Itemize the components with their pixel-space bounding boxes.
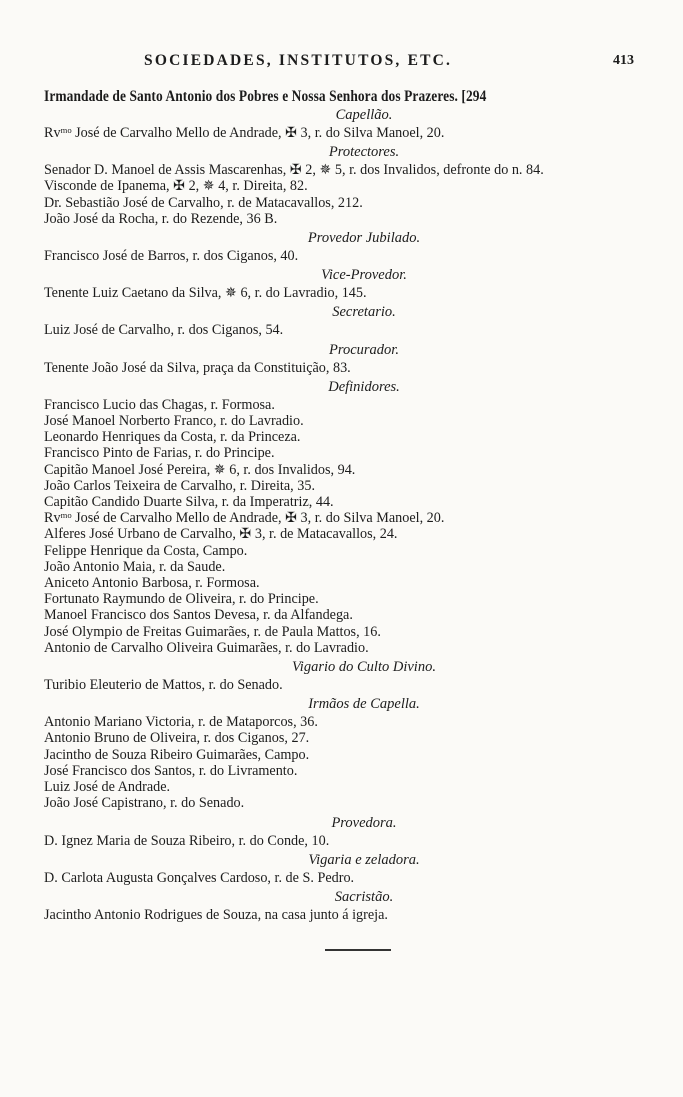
roster-entry: Francisco Lucio das Chagas, r. Formosa.: [44, 396, 275, 413]
roster-entry: Luiz José de Carvalho, r. dos Ciganos, 54.: [44, 322, 284, 339]
roster-entry: Francisco José de Barros, r. dos Ciganos, 40.: [44, 248, 299, 265]
roster-entry: Rvᵐᵒ José de Carvalho Mello de Andrade, ✠ 3, r. do Silva Manoel, 20.: [44, 125, 445, 141]
roster-entry: João José da Rocha, r. do Rezende, 36 B.: [44, 210, 278, 227]
roster-entry: Aniceto Antonio Barbosa, r. Formosa.: [44, 575, 260, 592]
running-head: [44, 50, 644, 74]
page-number: 413: [613, 53, 634, 68]
group-heading: Vice-Provedor.: [321, 267, 407, 284]
group-heading: Provedor Jubilado.: [307, 230, 421, 247]
group-heading: Procurador.: [329, 341, 399, 358]
roster-group: [44, 106, 644, 141]
roster-entry: Turibio Eleuterio de Mattos, r. do Senado.: [44, 677, 283, 694]
group-heading: Protectores.: [328, 144, 400, 161]
section-title: [44, 88, 548, 106]
group-heading: Irmãos de Capella.: [308, 696, 420, 713]
group-heading: Definidores.: [328, 378, 400, 395]
roster-entry: João Carlos Teixeira de Carvalho, r. Direita, 35.: [44, 477, 315, 494]
roster-group: [44, 658, 644, 693]
roster-entry: D. Ignez Maria de Souza Ribeiro, r. do Conde, 10.: [44, 832, 330, 849]
roster-entry: Antonio de Carvalho Oliveira Guimarães, r. do Lavradio.: [44, 639, 369, 656]
roster-group: [44, 888, 644, 923]
roster-entry: Capitão Manoel José Pereira, ✵ 6, r. dos Invalidos, 94.: [44, 461, 356, 478]
roster-group: [44, 695, 644, 811]
roster-entry: Senador D. Manoel de Assis Mascarenhas, ✠ 2, ✵ 5, r. dos Invalidos, defronte do n. 84.: [44, 162, 544, 179]
running-title: SOCIEDADES, INSTITUTOS, ETC.: [144, 52, 453, 69]
roster-entry: Jacintho de Souza Ribeiro Guimarães, Campo.: [44, 746, 310, 763]
group-heading: Capellão.: [335, 107, 393, 123]
section-number: [294: [461, 88, 487, 105]
section-title-text: Irmandade de Santo Antonio dos Pobres e Nossa Senhora dos Prazeres.: [44, 88, 458, 105]
group-heading: Sacristão.: [334, 888, 394, 905]
roster-entry: Felippe Henrique da Costa, Campo.: [44, 542, 248, 559]
roster-entry: João José Capistrano, r. do Senado.: [44, 795, 245, 812]
roster: [44, 106, 644, 923]
roster-entry: Antonio Mariano Victoria, r. de Mataporcos, 36.: [44, 714, 318, 731]
roster-group: [44, 814, 644, 849]
roster-entry: Dr. Sebastião José de Carvalho, r. de Matacavallos, 212.: [44, 194, 363, 211]
document-page: [44, 50, 644, 951]
roster-entry: Fortunato Raymundo de Oliveira, r. do Principe.: [44, 591, 319, 608]
roster-entry: José Olympio de Freitas Guimarães, r. de Paula Mattos, 16.: [44, 623, 381, 640]
roster-entry: Leonardo Henriques da Costa, r. da Princeza.: [44, 429, 301, 446]
closing-rule: [325, 949, 391, 951]
roster-group: [44, 229, 644, 264]
roster-entry: Antonio Bruno de Oliveira, r. dos Ciganos, 27.: [44, 730, 310, 747]
roster-group: [44, 143, 644, 227]
group-heading: Secretario.: [332, 304, 396, 321]
roster-entry: Tenente Luiz Caetano da Silva, ✵ 6, r. do Lavradio, 145.: [44, 285, 367, 302]
roster-entry: Luiz José de Andrade.: [44, 779, 171, 796]
roster-entry: João Antonio Maia, r. da Saude.: [44, 558, 226, 575]
roster-entry: Jacintho Antonio Rodrigues de Souza, na casa junto á igreja.: [44, 906, 388, 923]
roster-entry: Visconde de Ipanema, ✠ 2, ✵ 4, r. Direita, 82.: [44, 178, 308, 195]
roster-group: [44, 378, 644, 656]
group-heading: Vigario do Culto Divino.: [292, 659, 436, 676]
roster-entry: Francisco Pinto de Farias, r. do Principe.: [44, 445, 275, 462]
roster-group: [44, 341, 644, 376]
roster-group: [44, 303, 644, 338]
roster-entry: D. Carlota Augusta Gonçalves Cardoso, r. de S. Pedro.: [44, 869, 355, 886]
roster-group: [44, 851, 644, 886]
group-heading: Vigaria e zeladora.: [308, 851, 420, 868]
roster-entry: José Manoel Norberto Franco, r. do Lavradio.: [44, 413, 304, 430]
group-heading: Provedora.: [331, 814, 397, 831]
roster-entry: Rvᵐᵒ José de Carvalho Mello de Andrade, ✠ 3, r. do Silva Manoel, 20.: [44, 510, 445, 527]
roster-entry: Tenente João José da Silva, praça da Constituição, 83.: [44, 359, 351, 376]
roster-entry: Alferes José Urbano de Carvalho, ✠ 3, r. de Matacavallos, 24.: [44, 526, 398, 543]
roster-group: [44, 266, 644, 301]
roster-entry: José Francisco dos Santos, r. do Livramento.: [44, 762, 298, 779]
roster-entry: Manoel Francisco dos Santos Devesa, r. da Alfandega.: [44, 607, 353, 624]
roster-entry: Capitão Candido Duarte Silva, r. da Imperatriz, 44.: [44, 494, 334, 511]
